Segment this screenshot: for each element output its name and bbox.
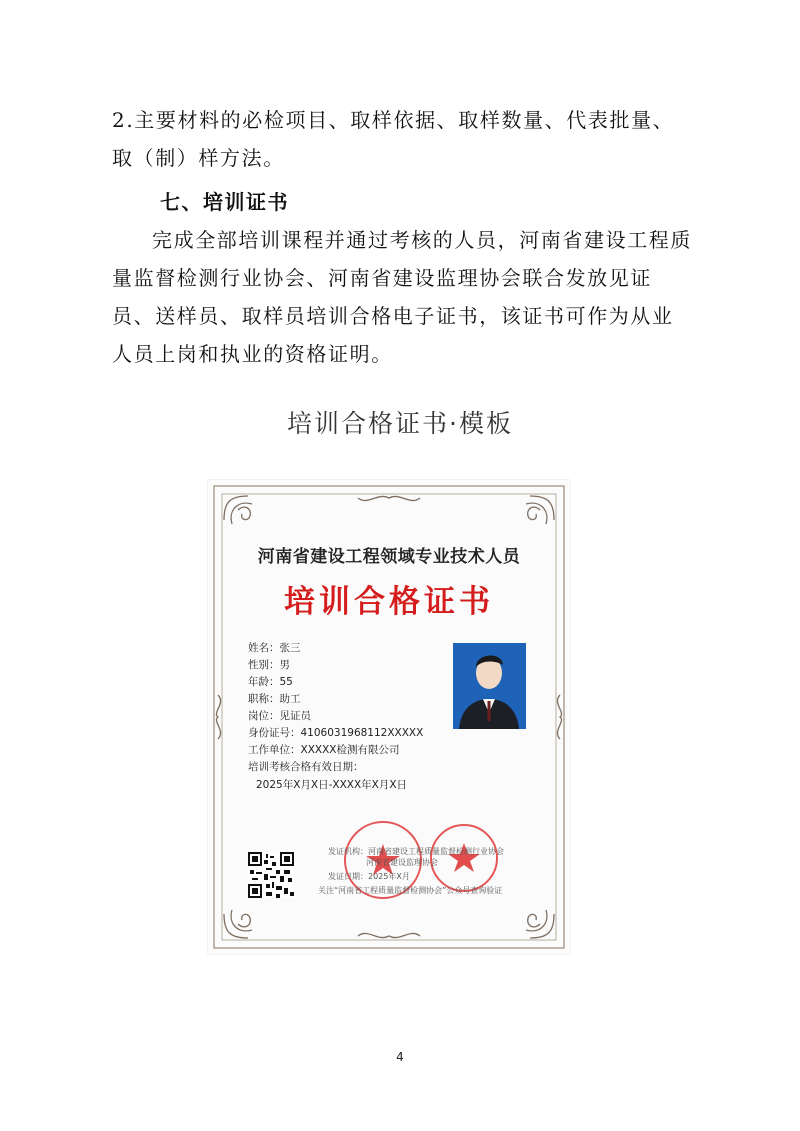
field-validity-range: 2025年X月X日-XXXX年X月X日 [256,779,408,791]
field-title: 职称：助工 [248,693,301,705]
body-paragraph-1: 2.主要材料的必检项目、取样依据、取样数量、代表批量、取（制）样方法。 [112,108,675,170]
certificate-image [208,480,570,954]
issue-date: 发证日期：2025年X月 [328,872,410,881]
page-number: 4 [396,1050,404,1064]
field-position: 岗位：见证员 [248,710,311,722]
field-gender: 性别：男 [248,659,290,671]
id-photo [453,643,526,729]
figure-caption: 培训合格证书·模板 [287,409,513,438]
qr-code-icon [248,852,294,898]
person-silhouette-icon [453,643,526,729]
certificate-title-line1: 河南省建设工程领域专业技术人员 [257,547,521,567]
field-employer: 工作单位：XXXXX检测有限公司 [248,744,400,756]
field-id-number: 身份证号：4106031968112XXXXX [248,727,424,739]
field-age: 年龄：55 [248,676,293,688]
verify-note: 关注“河南省工程质量监督检测协会”公众号查询验证 [318,886,503,895]
field-name: 姓名：张三 [248,642,301,654]
field-validity-label: 培训考核合格有效日期： [248,761,364,773]
issuer-line-2: 河南省建设监理协会 [366,858,438,867]
issuer-line-1: 发证机构：河南省建设工程质量监督检测行业协会 [328,847,504,856]
section-heading: 七、培训证书 [160,190,289,214]
body-paragraph-2: 完成全部培训课程并通过考核的人员，河南省建设工程质量监督检测行业协会、河南省建设监理协会联合发放见证员、送样员、取样员培训合格电子证书，该证书可作为从业人员上岗和执业的资格证明。 [112,228,692,366]
certificate-title-line2: 培训合格证书 [284,584,494,620]
